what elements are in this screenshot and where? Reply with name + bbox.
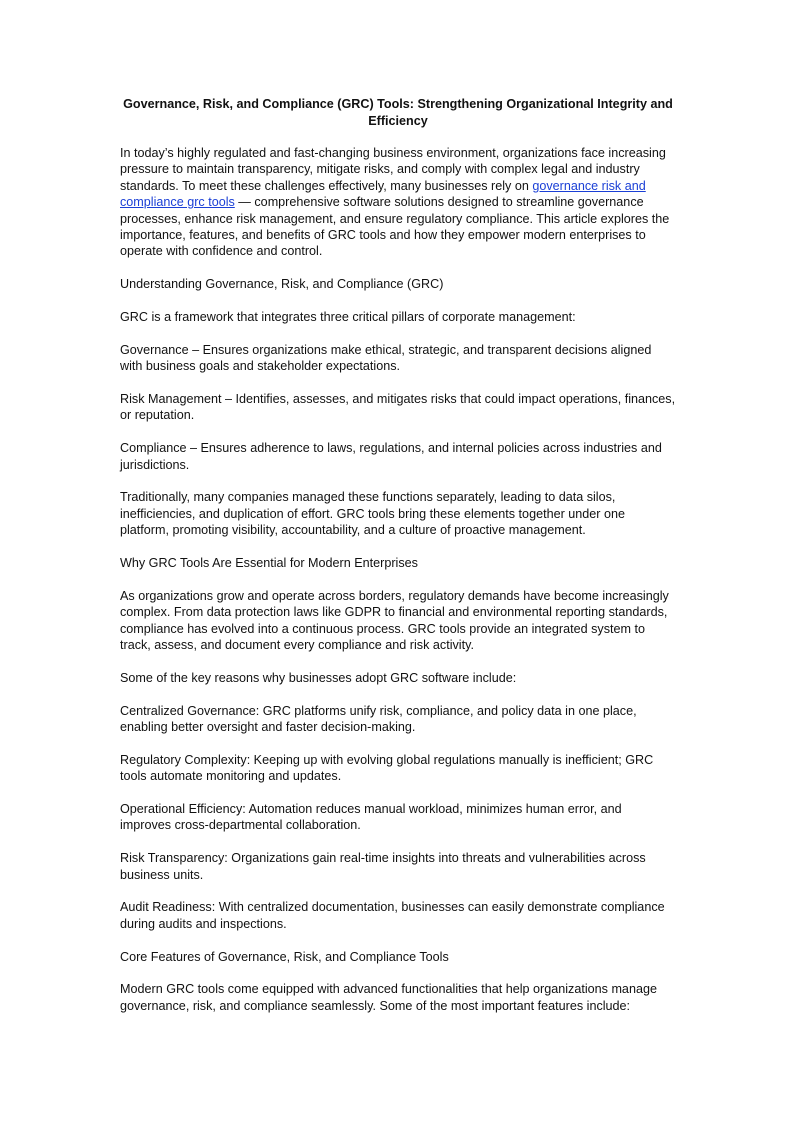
paragraph-framework: GRC is a framework that integrates three critical pillars of corporate management: (120, 310, 576, 325)
paragraph-risk-transparency: Risk Transparency: Organizations gain real-time insights into threats and vulnerabilities across business units. (120, 851, 646, 882)
grc-tools-link[interactable]: governance risk and compliance grc tools (120, 178, 646, 210)
paragraph-governance: Governance – Ensures organizations make ethical, strategic, and transparent decisions aligned with business goals and stakeholder expectations. (120, 342, 652, 374)
section-heading-why: Why GRC Tools Are Essential for Modern Enterprises (120, 556, 418, 571)
intro-paragraph (120, 145, 676, 260)
paragraph-risk-management: Risk Management – Identifies, assesses, and mitigates risks that could impact operations, finances, or reputation. (120, 392, 676, 423)
section-heading-core-features: Core Features of Governance, Risk, and Compliance Tools (120, 949, 449, 964)
section-heading-understanding: Understanding Governance, Risk, and Compliance (GRC) (120, 277, 444, 292)
intro-text-before-link: In today’s highly regulated and fast-changing business environment, organizations face increasing pressure to maintain transparency, mitigate risks, and comply with complex legal and industry standards. To meet these challenges effectively, many businesses rely on (120, 146, 666, 193)
paragraph-centralized-governance: Centralized Governance: GRC platforms unify risk, compliance, and policy data in one place, enabling better oversight and faster decision-making. (120, 703, 637, 735)
paragraph-grow: As organizations grow and operate across borders, regulatory demands have become increasingly complex. From data protection laws like GDPR to financial and environmental reporting standards, compliance has evolved into a continuous process. GRC tools provide an integrated system to track, assess, and document every compliance and risk activity. (120, 588, 669, 653)
paragraph-reasons: Some of the key reasons why businesses adopt GRC software include: (120, 670, 517, 685)
paragraph-compliance: Compliance – Ensures adherence to laws, regulations, and internal policies across industries and jurisdictions. (120, 441, 662, 472)
paragraph-audit-readiness: Audit Readiness: With centralized documentation, businesses can easily demonstrate compliance during audits and inspections. (120, 900, 665, 931)
document-title: Governance, Risk, and Compliance (GRC) Tools: Strengthening Organizational Integrity and Efficiency (123, 97, 673, 128)
paragraph-modern-features: Modern GRC tools come equipped with advanced functionalities that help organizations manage governance, risk, and compliance seamlessly. Some of the most important features include: (120, 982, 657, 1013)
intro-text-after-link: — comprehensive software solutions designed to streamline governance processes, enhance risk management, and ensure regulatory compliance. This article explores the importance, features, and benefits of GRC tools and how they empower modern enterprises to operate with confidence and control. (120, 195, 670, 259)
paragraph-operational-efficiency: Operational Efficiency: Automation reduces manual workload, minimizes human error, and improves cross-departmental collaboration. (120, 802, 622, 833)
document-page (120, 96, 676, 1031)
paragraph-traditionally: Traditionally, many companies managed these functions separately, leading to data silos, inefficiencies, and duplication of effort. GRC tools bring these elements together under one platform, promoting visibility, accountability, and a culture of proactive management. (120, 490, 625, 538)
paragraph-regulatory-complexity: Regulatory Complexity: Keeping up with evolving global regulations manually is inefficient; GRC tools automate monitoring and updates. (120, 752, 654, 784)
